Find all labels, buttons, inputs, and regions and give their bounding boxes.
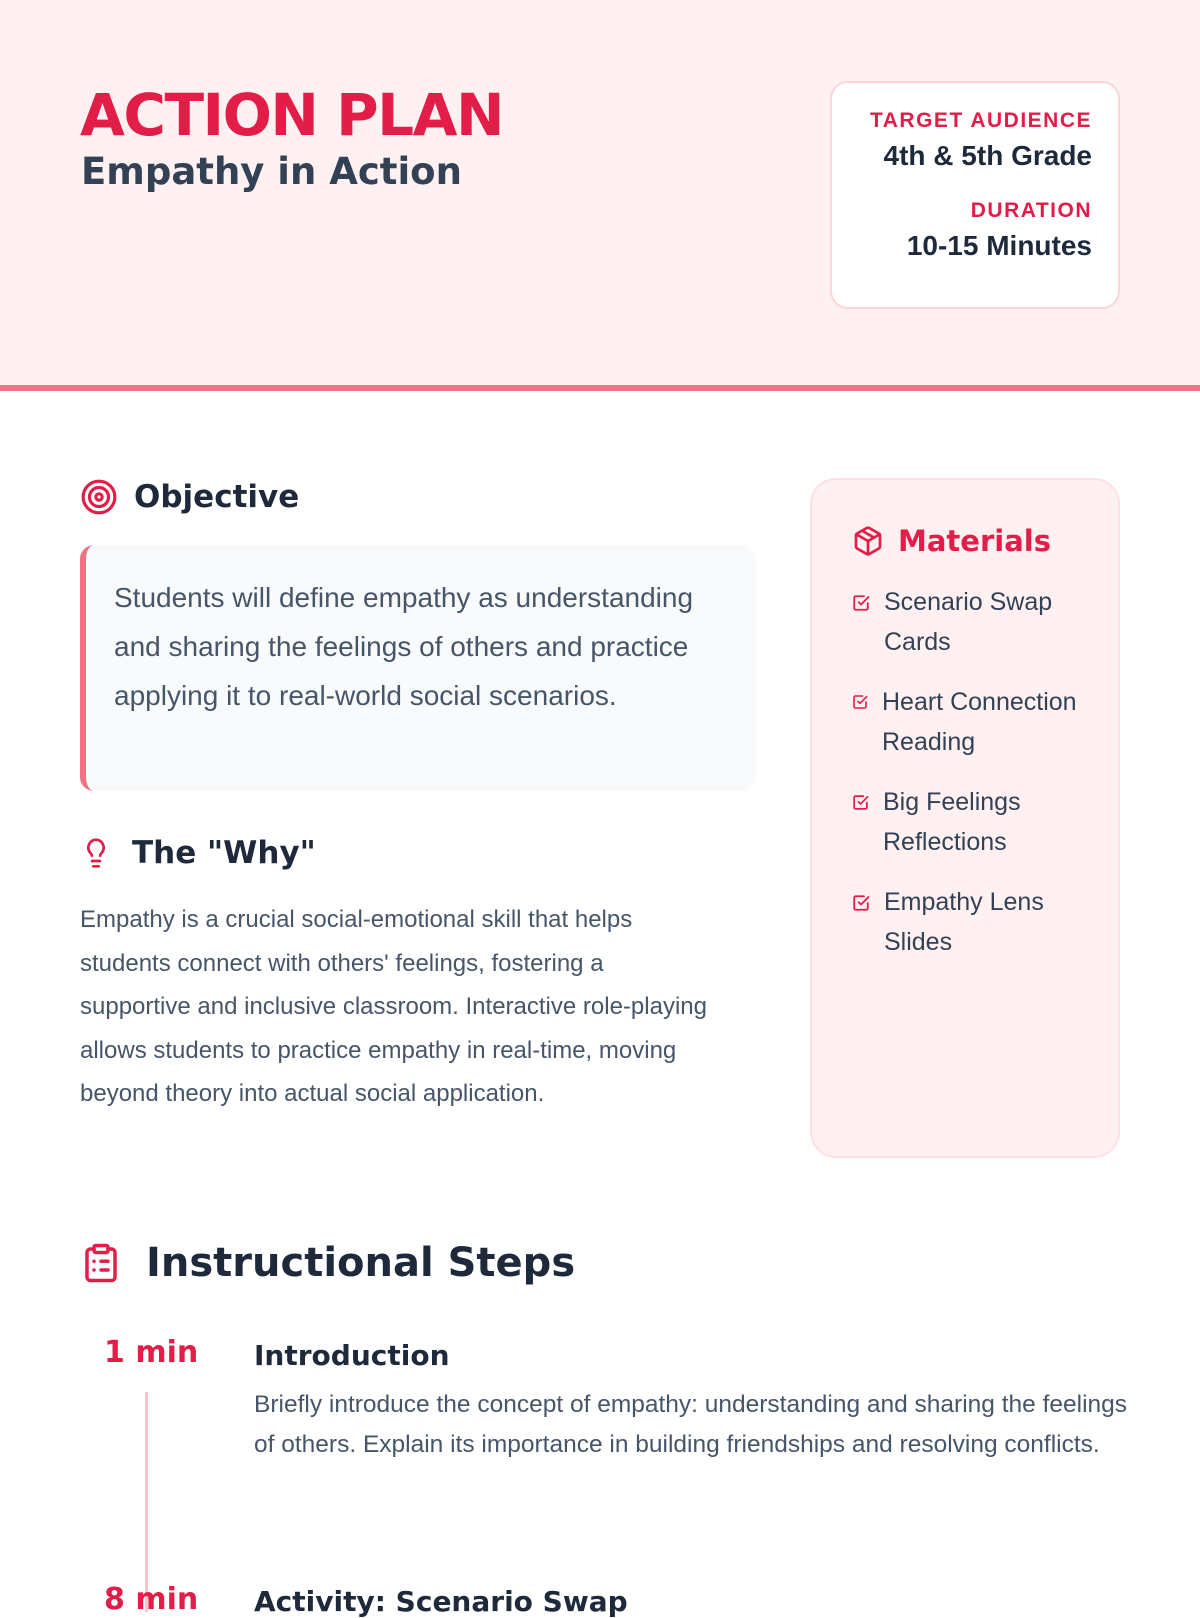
materials-panel xyxy=(810,478,1120,1158)
why-text: Empathy is a crucial social-emotional skill that helps students connect with others' feelings, fostering a supportive and inclusive classroom. Interactive role-playing allows students to practice empathy in real-time, moving beyond theory into actual social application. xyxy=(80,906,707,1107)
materials-list xyxy=(852,582,1088,962)
audience-value: 4th & 5th Grade xyxy=(883,140,1092,171)
check-square-icon xyxy=(852,894,870,912)
package-icon xyxy=(852,525,884,557)
material-item xyxy=(852,782,1088,862)
why-heading-text: The "Why" xyxy=(132,835,316,871)
page-title: ACTION PLAN xyxy=(80,81,504,149)
audience-label: TARGET AUDIENCE xyxy=(870,109,1092,132)
meta-card xyxy=(830,81,1120,309)
check-square-icon xyxy=(852,794,869,811)
objective-text: Students will define empathy as understanding and sharing the feelings of others and practice applying it to real-world social scenarios. xyxy=(80,545,756,791)
step-description: Briefly introduce the concept of empathy: understanding and sharing the feelings of others. Explain its importance in building friendships and resolving conflicts. xyxy=(254,1391,1128,1458)
material-item-label: Empathy Lens Slides xyxy=(884,888,1044,956)
material-item-label: Scenario Swap Cards xyxy=(884,588,1053,656)
steps-heading-text: Instructional Steps xyxy=(146,1240,576,1286)
timeline-line xyxy=(145,1392,148,1612)
page-subtitle: Empathy in Action xyxy=(81,150,462,193)
materials-heading-text: Materials xyxy=(898,524,1051,558)
material-item xyxy=(852,882,1088,962)
material-item xyxy=(852,582,1088,662)
objective-heading xyxy=(80,478,299,516)
clipboard-list-icon xyxy=(80,1240,122,1286)
duration-value: 10-15 Minutes xyxy=(906,230,1092,261)
objective-heading-text: Objective xyxy=(134,479,300,515)
material-item-label: Big Feelings Reflections xyxy=(883,788,1021,856)
step-title: Activity: Scenario Swap xyxy=(254,1585,628,1618)
material-item xyxy=(852,682,1088,762)
check-square-icon xyxy=(852,694,868,710)
step-time: 1 min xyxy=(104,1335,199,1370)
duration-label: DURATION xyxy=(970,199,1092,222)
steps-heading xyxy=(80,1240,575,1286)
target-icon xyxy=(80,478,118,516)
materials-heading xyxy=(852,524,1088,558)
header xyxy=(0,0,1200,391)
step-title: Introduction xyxy=(254,1339,450,1372)
check-square-icon xyxy=(852,594,870,612)
lightbulb-icon xyxy=(80,833,112,873)
step-time: 8 min xyxy=(104,1582,199,1617)
material-item-label: Heart Connection Reading xyxy=(882,688,1077,756)
why-heading xyxy=(80,833,316,873)
